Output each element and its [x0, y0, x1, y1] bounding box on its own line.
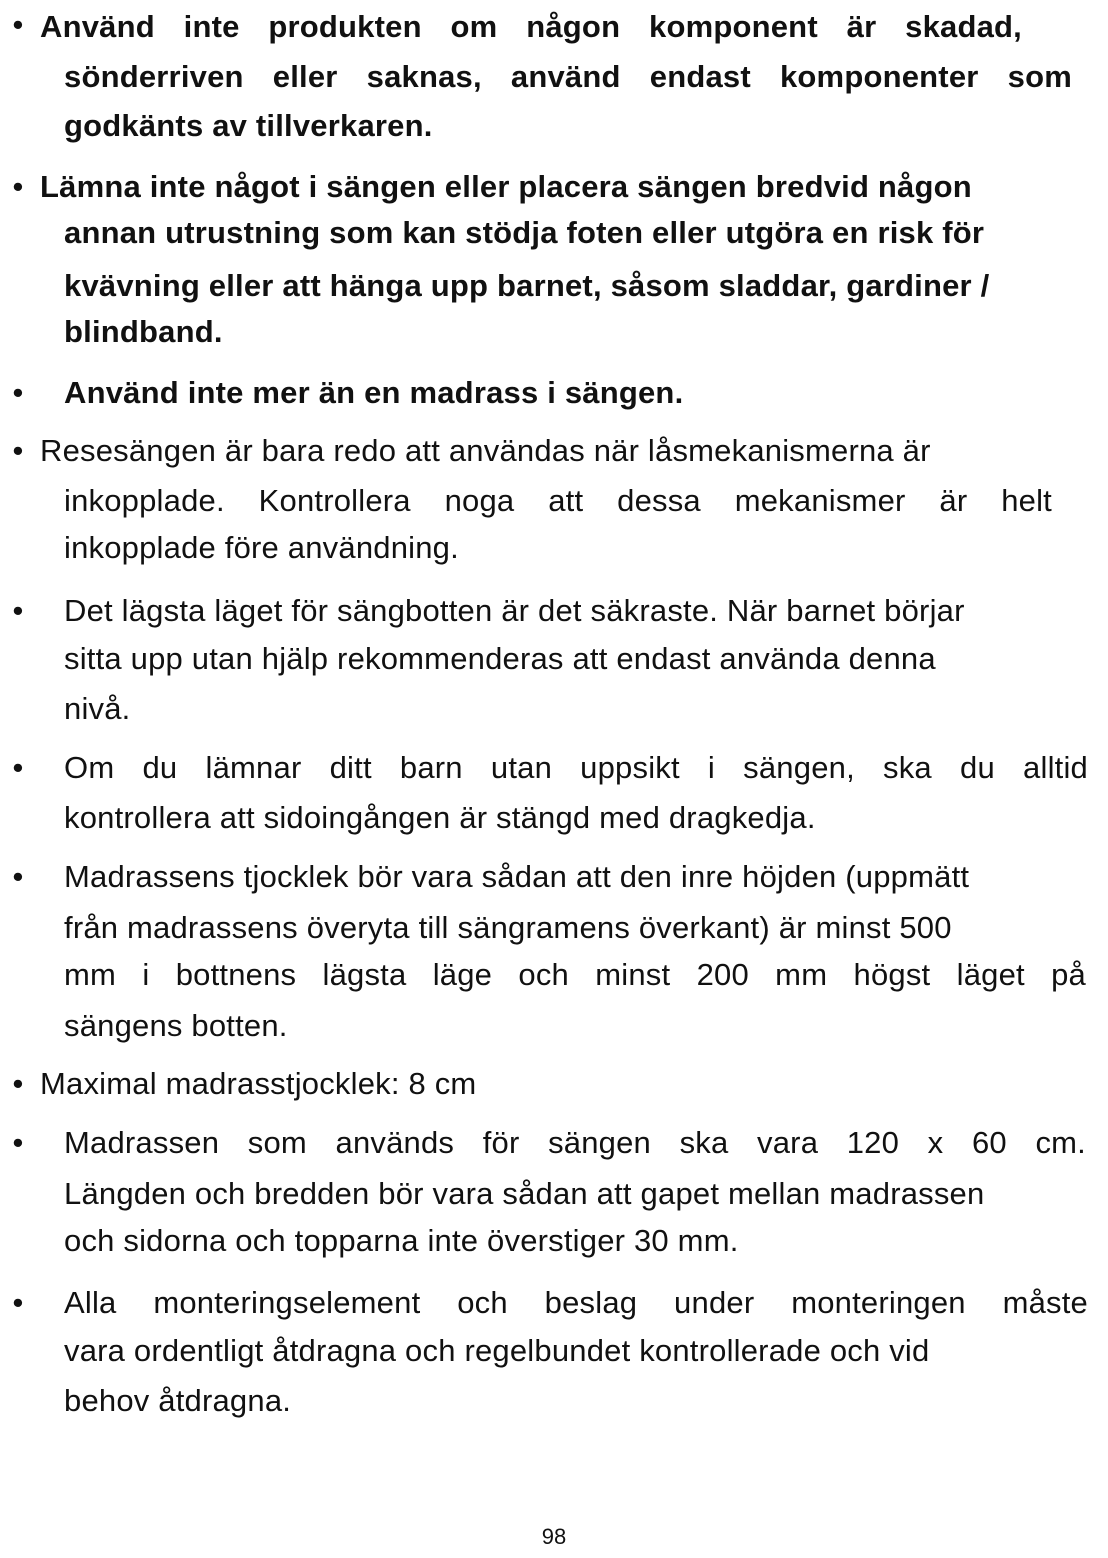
text-line: Längden och bredden bör vara sådan att gapet mellan madrassen	[64, 1176, 985, 1211]
bullet-icon: •	[12, 593, 24, 628]
text-line: och sidorna och topparna inte överstiger 30 mm.	[64, 1223, 739, 1258]
text-line: Alla monteringselement och beslag under monteringen måste	[64, 1285, 1088, 1320]
text-line: sitta upp utan hjälp rekommenderas att endast använda denna	[64, 641, 936, 676]
text-line: Lämna inte något i sängen eller placera sängen bredvid någon	[40, 169, 972, 204]
text-line: inkopplade före användning.	[64, 530, 459, 565]
text-line: sönderriven eller saknas, använd endast komponenter som	[64, 59, 1072, 94]
text-line: kvävning eller att hänga upp barnet, såsom sladdar, gardiner /	[64, 268, 990, 303]
text-line: godkänts av tillverkaren.	[64, 108, 433, 143]
bullet-icon: •	[12, 750, 24, 785]
text-line: vara ordentligt åtdragna och regelbundet kontrollerade och vid	[64, 1333, 930, 1368]
text-line: nivå.	[64, 691, 131, 726]
text-line: Använd inte produkten om någon komponent är skadad,	[40, 9, 1022, 44]
bullet-icon: •	[12, 1125, 24, 1160]
bullet-icon: •	[12, 859, 24, 894]
text-line: kontrollera att sidoingången är stängd med dragkedja.	[64, 800, 816, 835]
bullet-icon: •	[12, 1066, 24, 1101]
text-line: sängens botten.	[64, 1008, 288, 1043]
text-line: mm i bottnens lägsta läge och minst 200 mm högst läget på	[64, 957, 1086, 992]
text-line: Madrassen som används för sängen ska vara 120 x 60 cm.	[64, 1125, 1086, 1160]
bullet-icon: •	[12, 433, 24, 468]
bullet-icon: •	[12, 169, 24, 204]
text-line: Använd inte mer än en madrass i sängen.	[64, 375, 684, 410]
bullet-icon: •	[12, 7, 24, 42]
text-line: annan utrustning som kan stödja foten eller utgöra en risk för	[64, 215, 985, 250]
text-line: Resesängen är bara redo att användas när låsmekanismerna är	[40, 433, 931, 468]
page-number: 98	[541, 1524, 567, 1549]
text-line: från madrassens överyta till sängramens överkant) är minst 500	[64, 910, 952, 945]
bullet-icon: •	[12, 375, 24, 410]
text-line: blindband.	[64, 314, 223, 349]
text-line: behov åtdragna.	[64, 1383, 292, 1418]
text-line: Om du lämnar ditt barn utan uppsikt i sängen, ska du alltid	[64, 750, 1088, 785]
text-line: Det lägsta läget för sängbotten är det säkraste. När barnet börjar	[64, 593, 965, 628]
text-line: Madrassens tjocklek bör vara sådan att den inre höjden (uppmätt	[64, 859, 970, 894]
bullet-icon: •	[12, 1285, 24, 1320]
text-line: inkopplade. Kontrollera noga att dessa mekanismer är helt	[64, 483, 1052, 518]
text-line: Maximal madrasstjocklek: 8 cm	[40, 1066, 477, 1101]
